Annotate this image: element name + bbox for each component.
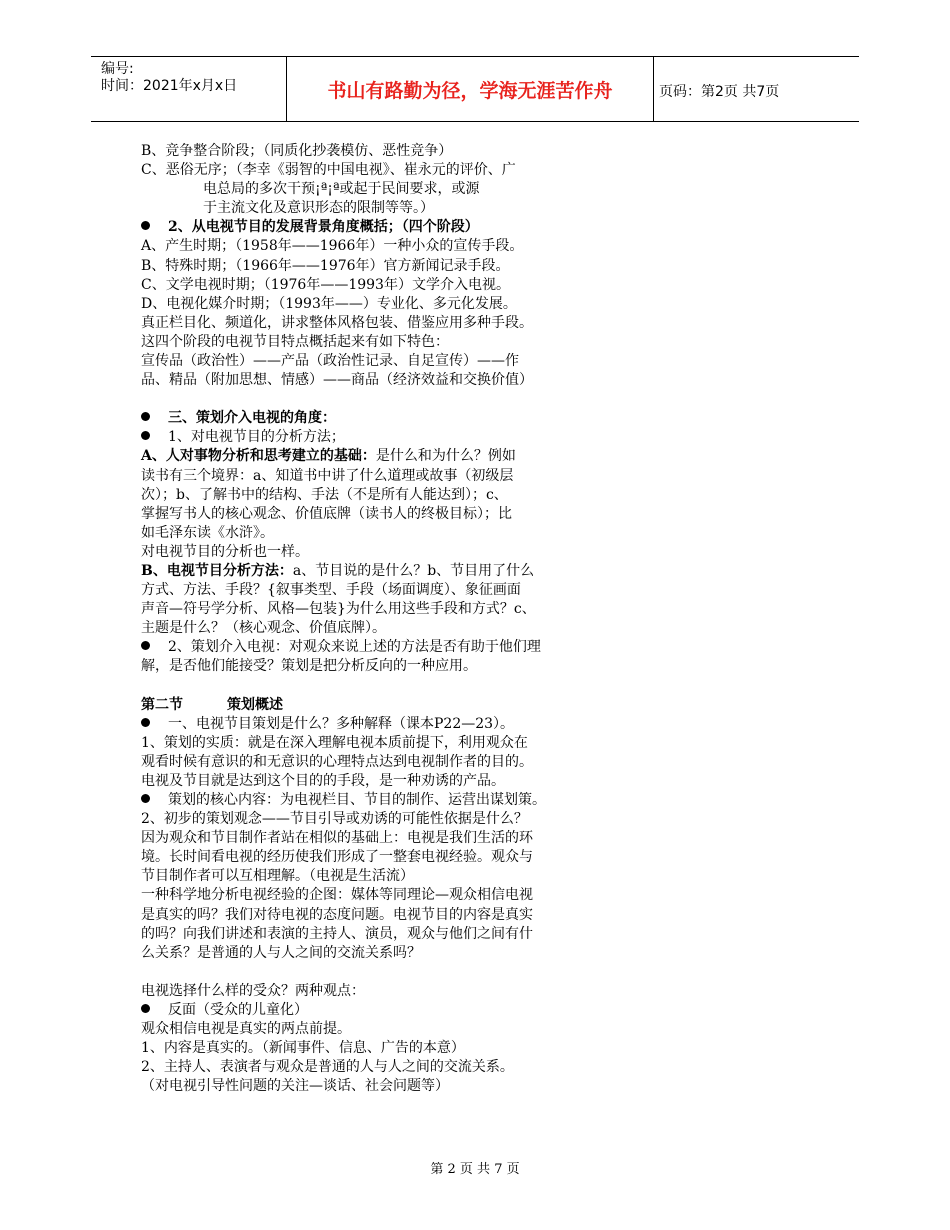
number-label: 编号: [101,61,134,77]
bullet-heading [141,409,611,428]
text-line: 这四个阶段的电视节目特点概括起来有如下特色： [141,333,449,350]
text-line: 1、内容是真实的。（新闻事件、信息、广告的本意） [141,1040,465,1057]
page-footer: 第 2 页 共 7 页 [430,1162,520,1177]
text-line: 方式、方法、手段？{叙事类型、手段（场面调度）、象征画面 [141,582,521,599]
text-line: 对电视节目的分析也一样。 [141,543,309,560]
text-line: 主题是什么？（核心观念、价值底牌）。 [141,620,386,637]
text-line: 于主流文化及意识形态的限制等等。） [203,200,434,217]
header-motto: 书山有路勤为径，学海无涯苦作舟 [286,57,654,121]
bullet-icon [141,641,150,650]
text-line: 的吗？向我们讲述和表演的主持人、演员，观众与他们之间有什 [141,925,533,942]
text-line: 声音—符号学分析、风格—包装}为什么用这些手段和方式？c、 [141,601,536,618]
bullet-icon [141,412,150,421]
text-line: C、文学电视时期；（1976年——1993年）文学介入电视。 [141,276,510,293]
blank-line [141,677,611,696]
text-line [141,562,611,581]
text-line: 1、策划的实质：就是在深入理解电视本质前提下，利用观众在 [141,734,528,751]
document-body [141,142,611,1096]
bullet-line [141,791,611,810]
text-line: 次）；b、了解书中的结构、手法（不是所有人能达到）；c、 [141,486,508,503]
text-line: 电视选择什么样的受众？两种观点： [141,982,365,999]
bullet-heading [141,218,611,237]
bold-lead: A、人对事物分析和思考建立的基础： [141,448,376,465]
text-line: 么关系？是普通的人与人之间的交流关系吗？ [141,944,421,961]
page-header [91,56,859,122]
text-line: 真正栏目化、频道化，讲求整体风格包装、借鉴应用多种手段。 [141,314,533,331]
text-line: B、特殊时期；（1966年——1976年）官方新闻记录手段。 [141,257,510,274]
text-line: 是真实的吗？我们对待电视的态度问题。电视节目的内容是真实 [141,906,533,923]
bullet-line [141,715,611,734]
text-line [141,447,611,466]
header-page-info: 页码：第2页 共7页 [659,84,780,100]
text-line: 观众相信电视是真实的两点前提。 [141,1021,351,1038]
bullet-text: 策划的核心内容：为电视栏目、节目的制作、运营出谋划策。 [168,792,546,808]
blank-line [141,963,611,982]
bullet-line [141,1001,611,1020]
bullet-text: 2、策划介入电视：对观众来说上述的方法是否有助于他们理 [168,639,541,656]
bullet-text: 反面（受众的儿童化） [168,1001,308,1018]
bullet-icon [141,718,150,727]
bullet-icon [141,1004,150,1013]
text-line: 因为观众和节目制作者站在相似的基础上：电视是我们生活的环 [141,830,533,847]
text-line: D、电视化媒介时期；（1993年——）专业化、多元化发展。 [141,295,517,312]
text-line: 节目制作者可以互相理解。（电视是生活流） [141,868,414,885]
text-line: C、恶俗无序；（李幸《弱智的中国电视》、崔永元的评价、广 [141,162,516,179]
bullet-icon [141,221,150,230]
text-line: 宣传品（政治性）——产品（政治性记录、自足宣传）——作 [141,353,519,370]
text-line: 一种科学地分析电视经验的企图：媒体等同理论—观众相信电视 [141,887,533,904]
text-line: 电总局的多次干预¡ª¡ª或起于民间要求，或源 [203,181,480,198]
time-label: 时间：2021年x月x日 [101,78,238,94]
bullet-text: 一、电视节目策划是什么？多种解释（课本P22—23）。 [168,715,515,732]
text-line: 电视及节目就是达到这个目的的手段，是一种劝诱的产品。 [141,772,505,789]
bold-lead: B、电视节目分析方法： [141,562,293,579]
bullet-icon [141,431,150,440]
heading-text: 2、从电视节目的发展背景角度概括；（四个阶段） [168,219,479,236]
section-heading [141,696,611,715]
bullet-text: 1、对电视节目的分析方法； [168,429,345,446]
bullet-line [141,638,611,657]
text-line: 读书有三个境界：a、知道书中讲了什么道理或故事（初级层 [141,467,514,484]
text-line: 观看时候有意识的和无意识的心理特点达到电视制作者的目的。 [141,753,533,770]
line-rest: 是什么和为什么？例如 [375,448,516,465]
text-line: 品、精品（附加思想、情感）——商品（经济效益和交换价值） [141,372,533,389]
text-line: （对电视引导性问题的关注—谈话、社会问题等） [141,1078,449,1095]
text-line: 2、初步的策划观念——节目引导或劝诱的可能性依据是什么？ [141,811,528,828]
bullet-icon [141,794,150,803]
bullet-line [141,428,611,447]
heading-text: 三、策划介入电视的角度： [168,410,336,427]
text-line: 掌握写书人的核心观念、价值底牌（读书人的终极目标）；比 [141,505,512,522]
line-rest: a、节目说的是什么？b、节目用了什么 [292,562,535,579]
text-line: A、产生时期；（1958年——1966年）一种小众的宣传手段。 [141,238,524,255]
text-line: 解，是否他们能接受？策划是把分析反向的一种应用。 [141,658,477,675]
text-line: 如毛泽东读《水浒》。 [141,524,274,541]
text-line: 2、主持人、表演者与观众是普通的人与人之间的交流关系。 [141,1059,514,1076]
section-number: 第二节 [141,696,183,713]
text-line: B、竞争整合阶段；（同质化抄袭模仿、恶性竞争） [141,143,453,159]
header-meta [101,61,237,95]
blank-line [141,390,611,409]
text-line: 境。长时间看电视的经历使我们形成了一整套电视经验。观众与 [141,849,533,866]
section-title: 策划概述 [227,696,283,713]
